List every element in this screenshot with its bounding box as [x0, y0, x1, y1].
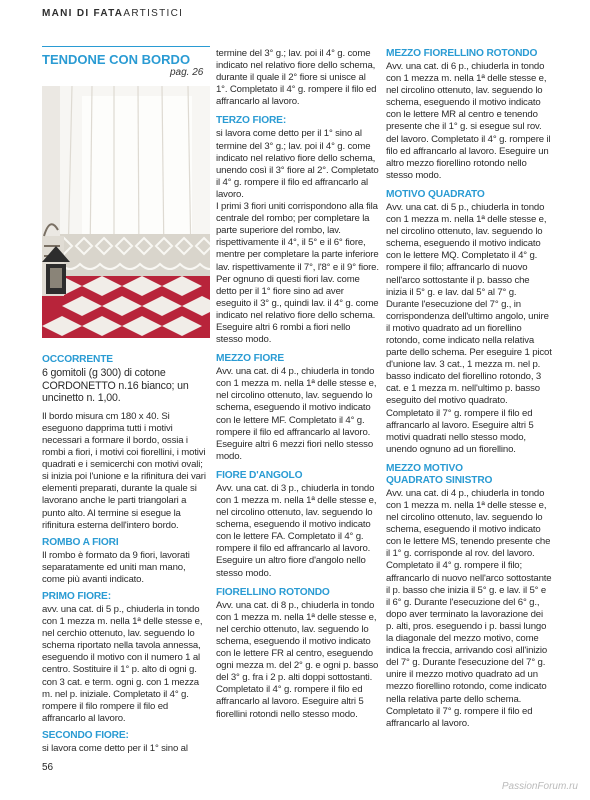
column-left [42, 340, 210, 755]
heading-terzo-fiore: TERZO FIORE: [216, 115, 287, 127]
heading-mezzo-motivo: MEZZO MOTIVO [386, 462, 463, 474]
terzo-fiore-text: si lavora come detto per il 1° sino al termine del 3° g.; lav. poi il 4° g. come indicato nel relativo fiore dello schema, unendo così il 3° fiore al 2°. Completato il 4° g. rompere il filo ed affrancarlo al lavoro. [216, 128, 379, 200]
heading-motivo-quadrato: MOTIVO QUADRATO [386, 188, 485, 200]
heading-fiore-angolo: FIORE D'ANGOLO [216, 469, 303, 481]
page-number: 56 [42, 762, 54, 773]
terzo-fiore-text-3: Eseguire altri 6 rombi a fiori nello stesso modo. [216, 321, 351, 346]
heading-mezzo-fiore: MEZZO FIORE [216, 353, 284, 365]
secondo-fiore-cont: termine del 3° g.; lav. poi il 4° g. come indicato nel relativo fiore dello schema, durante il quale il 2° fiore si unisce al 1°. Completato il 4° g. rompere il filo ed affrancarlo al lavoro. [216, 48, 377, 108]
heading-occorrente: OCCORRENTE [42, 354, 113, 365]
primo-fiore-text: avv. una cat. di 5 p., chiuderla in tondo con 1 mezza m. nella 1ª delle stesse e, nel cerchio ottenuto, lav. seguendo lo schema riportato nella tavola annessa, eseguendo il motivo con il numero 1 al centro. Sostituire il 1° p. alto di ogni g. con 3 cat. e term. ogni g. con 1 mezza m. nel p. iniziale. Completato il 4° g. rompere il filo rompere il filo ed affrancarlo al lavoro. [42, 604, 203, 724]
heading-fiorellino-rotondo: FIORELLINO ROTONDO [216, 586, 330, 598]
heading-secondo-fiore: SECONDO FIORE: [42, 729, 129, 741]
article-title: TENDONE CON BORDO [42, 52, 191, 67]
fiore-angolo-text: Avv. una cat. di 3 p., chiuderla in tondo con 1 mezza m. nella 1ª delle stesse e, nel circolino ottenuto, lav. seguendo lo schema, eseguendo il motivo indicato con le lettere FA. Completato il 4° g. rompere il filo ed affrancarlo al lavoro. Eseguire un altro fiore d'angolo nello stesso modo. [216, 482, 377, 579]
motivo-quadrato-text: Avv. una cat. di 5 p., chiuderla in tondo con 1 mezza m. nella 1ª delle stesse e, nel circolino ottenuto, lav. seguendo lo schema, eseguendo il motivo indicato con le lettere MQ. Completato il 4° g. rompere il filo; affrancarlo di nuovo nell'arco sottostante il p. basso che inizia il 5° g. e lav. dal 5° al 7° g. Durante l'esecuzione del 7° g., in corrispondenza dell'ultimo angolo, unire il motivo quadrato ad un fiorellino rotondo, come indicato nella relativa parte dello schema. Per eseguire 1 picot d'unione lav. 3 cat., 1 mezza m. nel p. basso indicato del fiorellino rotondo, 3 cat. e 1 mezza m. nell'ultimo p. basso eseguito del motivo quadrato. Completato il 7° g. rompere il filo ed affrancarlo al lavoro. Eseguire altri 5 motivi quadrati nello stesso modo, unendo ognuno ad un fiorellino. [386, 201, 552, 455]
intro-text: Il bordo misura cm 180 x 40. Si eseguono dapprima tutti i motivi necessari a formare il bordo, ossia i rombi a fiori, i motivi coi fiorellini, i motivi quadrati e i semicerchi con motivi ovali; si inizia poi l'unione e la rifinitura dei vari elementi preparati, durante la quale si lavorano anche le parti triangolari a punto alto. Al termine si esegue la rifinitura esterna dell'intero bordo. [42, 410, 206, 531]
heading-quadrato-sinistro: QUADRATO SINISTRO [386, 474, 493, 486]
rombo-text: Il rombo è formato da 9 fiori, lavorati separatamente ed uniti man mano, come più avanti indicato. [42, 549, 190, 585]
terzo-fiore-text-2: I primi 3 fiori uniti corrispondono alla fila centrale del rombo; per completare la parte superiore del rombo, lav. rispettivamente il 4°, il 5° e il 6° fiore, mentre per completare la parte inferiore lav. rispettivamente il 7°, l'8° e il 9° fiore. Per ognuno di questi fiori lav. come detto per il 1° fiore sino ad aver eseguito il 3° g., quindi lav. il 4° g. come indicato nel relativo fiore dello schema. [216, 201, 379, 321]
column-middle [216, 48, 379, 721]
secondo-fiore-text: si lavora come detto per il 1° sino al [42, 742, 188, 754]
title-rule [42, 46, 210, 47]
mezzo-fiorellino-text: Avv. una cat. di 6 p., chiuderla in tondo con 1 mezza m. nella 1ª delle stesse e, nel circolino ottenuto, lav. seguendo lo schema, eseguendo il motivo indicato con le lettere MR al centro e tenendo presente che il 1° g. si esegue sul rov. del lavoro. Completato il 4° g. rompere il filo ed affrancarlo al lavoro. Eseguire un altro mezzo fiorellino rotondo nello stesso modo. [386, 61, 551, 181]
mezzo-motivo-text: Avv. una cat. di 4 p., chiuderla in tondo con 1 mezza m. nella 1ª delle stesse e, nel circolino ottenuto, lav. seguendo lo schema, eseguendo il motivo indicato con le lettere MS, tenendo presente che il 1° g. corrisponde al rov. del lavoro. Completato il 4° g. rompere il filo; affrancarlo di nuovo nell'arco sottostante il p. basso che inizia il 5° g. e lav. il 5° e il 6° g. Durante l'esecuzione del 6° g., dopo aver terminato la lavorazione dei p. alti, pros. eseguendo i p. bassi lungo la diagonale del mezzo motivo, come indica la freccia, arrivando così all'inizio del 7° g. Durante l'esecuzione del 7° g. unire il mezzo motivo quadrato ad un mezzo fiorellino rotondo, come indicato nella relativa parte dello schema. Completato il 7° g. rompere il filo ed affrancarlo al lavoro. [386, 487, 552, 729]
mezzo-fiore-text: Avv. una cat. di 4 p., chiuderla in tondo con 1 mezza m. nella 1ª delle stesse e, nel circolino ottenuto, lav. seguendo lo schema, eseguendo il motivo indicato con le lettere MF. Completato il 4° g. rompere il filo ed affrancarlo al lavoro. Eseguire altri 6 mezzi fiori nello stesso modo. [216, 366, 377, 462]
curtain-photo-illustration [42, 86, 210, 338]
column-right [386, 48, 552, 730]
curtain-photo [42, 86, 210, 338]
fiorellino-rotondo-text: Avv. una cat. di 8 p., chiuderla in tondo con 1 mezza m. nella 1ª delle stesse e, nel cerchio ottenuto, lav. seguendo lo schema, eseguendo il motivo indicato con le lettere FR al centro, eseguendo ogni mezza m. del 2° g. e ogni p. basso del 3° g. fra i 2 p. alti doppi sottostanti. Completato il 4° g. rompere il filo ed affrancarlo al lavoro. Eseguire altri 5 fiorellini rotondi nello stesso modo. [216, 599, 379, 720]
magazine-header [42, 8, 183, 19]
header-prefix: MANI DI FATA [42, 8, 124, 19]
heading-rombo: ROMBO A FIORI [42, 536, 119, 548]
page-reference: pag. 26 [170, 67, 204, 78]
header-suffix: ARTISTICI [123, 8, 184, 19]
materials-text: 6 gomitoli (g 300) di cotone CORDONETTO n.16 bianco; un uncinetto n. 1,00. [42, 367, 189, 405]
heading-primo-fiore: PRIMO FIORE: [42, 591, 111, 602]
heading-mezzo-fiorellino: MEZZO FIORELLINO ROTONDO [386, 48, 538, 59]
watermark: PassionForum.ru [501, 781, 578, 792]
